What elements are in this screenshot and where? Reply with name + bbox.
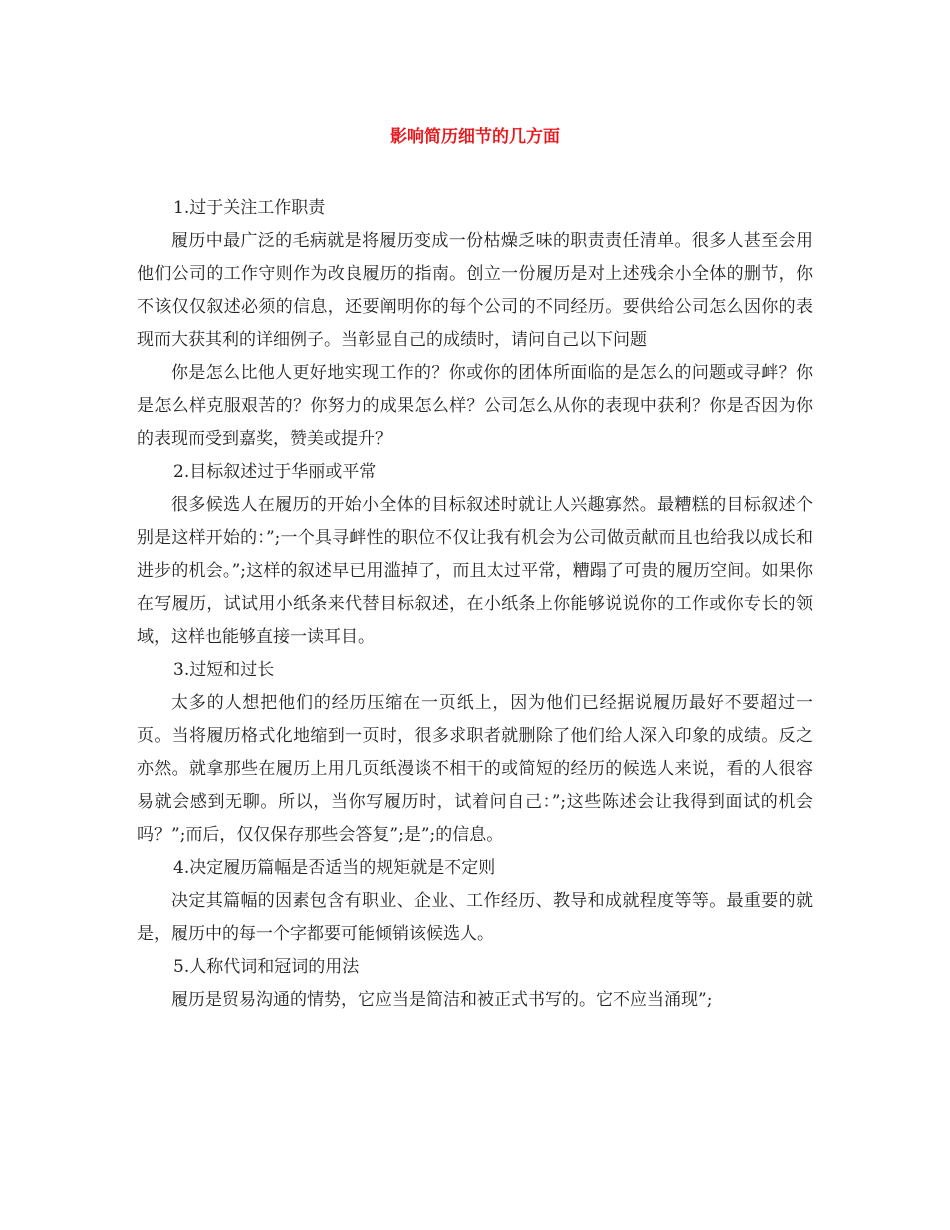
paragraph: 履历是贸易沟通的情势，它应当是简洁和被正式书写的。它不应当涌现”;	[171, 990, 713, 1010]
paragraph: 你是怎么比他人更好地实现工作的？你或你的团体所面临的是怎么的问题或寻衅？你是怎么样克服艰苦的？你努力的成果怎么样？公司怎么从你的表现中获利？你是否因为你的表现而受到嘉奖，赞美或提升？	[137, 363, 813, 449]
section-heading: 3.过短和过长	[173, 660, 275, 680]
section-heading: 5.人称代词和冠词的用法	[173, 957, 360, 977]
section-heading: 4.决定履历篇幅是否适当的规矩就是不定则	[173, 858, 496, 878]
section-heading: 1.过于关注工作职责	[173, 198, 326, 218]
section-heading: 2.目标叙述过于华丽或平常	[173, 462, 377, 482]
document-title: 影响简历细节的几方面	[390, 127, 560, 147]
paragraph: 决定其篇幅的因素包含有职业、企业、工作经历、教导和成就程度等等。最重要的就是，履历中的每一个字都要可能倾销该候选人。	[137, 891, 813, 944]
paragraph: 很多候选人在履历的开始小全体的目标叙述时就让人兴趣寡然。最糟糕的目标叙述个别是这样开始的：”;一个具寻衅性的职位不仅让我有机会为公司做贡献而且也给我以成长和进步的机会。”;这样的叙述早已用滥掉了，而且太过平常，糟蹋了可贵的履历空间。如果你在写履历，试试用小纸条来代替目标叙述，在小纸条上你能够说说你的工作或你专长的领域，这样也能够直接一读耳目。	[137, 495, 813, 647]
paragraph: 履历中最广泛的毛病就是将履历变成一份枯燥乏味的职责责任清单。很多人甚至会用他们公司的工作守则作为改良履历的指南。创立一份履历是对上述残余小全体的删节，你不该仅仅叙述必须的信息，还要阐明你的每个公司的不同经历。要供给公司怎么因你的表现而大获其利的详细例子。当彰显自己的成绩时，请问自己以下问题	[137, 231, 813, 350]
paragraph: 太多的人想把他们的经历压缩在一页纸上，因为他们已经据说履历最好不要超过一页。当将履历格式化地缩到一页时，很多求职者就删除了他们给人深入印象的成绩。反之亦然。就拿那些在履历上用几页纸漫谈不相干的或简短的经历的候选人来说，看的人很容易就会感到无聊。所以，当你写履历时，试着问自己：”;这些陈述会让我得到面试的机会吗？”;而后，仅仅保存那些会答复”;是”;的信息。	[137, 693, 813, 845]
document-body	[137, 192, 813, 1017]
